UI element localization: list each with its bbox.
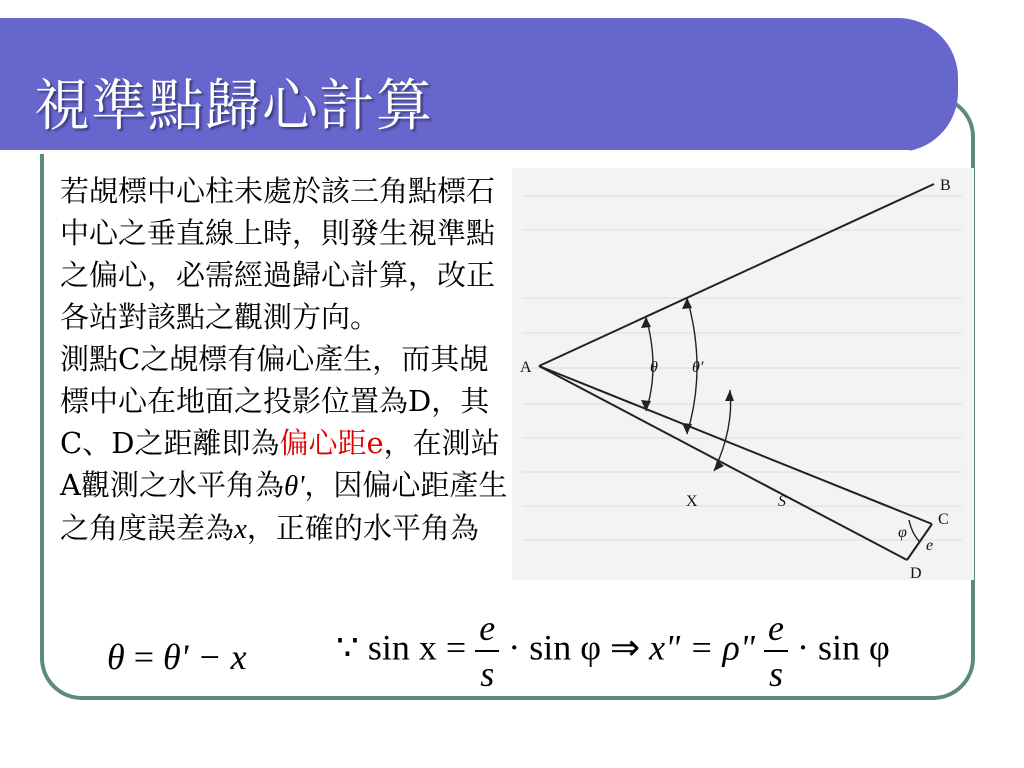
arrow-x-top <box>725 390 734 401</box>
label-D: D <box>910 565 922 580</box>
phi-arc <box>909 520 920 542</box>
body-text <box>60 170 510 550</box>
eccentric-distance-text: 偏心距e <box>279 426 384 460</box>
line-AC <box>539 366 932 524</box>
fraction-e-over-s-1: $\frac{e}{s}$ <box>475 610 499 692</box>
arrow-theta-prime-bottom <box>682 423 692 434</box>
theta-prime-symbol: θ' <box>283 470 305 502</box>
formula-eccentric-correction: ∵ sin x = $\frac{e}{s}$ · sin φ ⇒ x" = ρ" $\frac{e}{s}$ · sin φ <box>336 608 890 694</box>
title-bar <box>0 18 958 152</box>
label-S: S <box>778 493 786 510</box>
diagram-svg <box>512 168 974 580</box>
paragraph-1: 若覘標中心柱未處於該三角點標石中心之垂直線上時，則發生視準點之偏心，必需經過歸心計算，改正各站對該點之觀測方向。 <box>60 174 496 334</box>
formula-theta: θ = θ' − x <box>107 637 247 677</box>
title-underline <box>0 150 910 154</box>
label-B: B <box>940 177 951 194</box>
label-C: C <box>938 511 949 528</box>
label-theta-prime: θ′ <box>692 359 704 376</box>
background-texture <box>522 196 962 540</box>
line-AD <box>539 366 907 560</box>
eccentricity-diagram <box>512 168 974 580</box>
paragraph-2: 測點C之覘標有偏心產生，而其覘標中心在地面之投影位置為D，其C、D之距離即為偏心距e，在測站A觀測之水平角為θ'，因偏心距產生之角度誤差為x，正確的水平角為 <box>60 342 508 545</box>
label-A: A <box>520 359 532 376</box>
label-X: X <box>686 493 698 510</box>
slide-title: 視準點歸心計算 <box>34 74 433 139</box>
line-AB <box>539 184 934 366</box>
fraction-e-over-s-2: $\frac{e}{s}$ <box>764 610 788 692</box>
x-symbol: x <box>234 513 247 545</box>
label-e: e <box>926 537 934 554</box>
label-phi: φ <box>898 524 907 541</box>
label-theta: θ <box>650 359 658 376</box>
